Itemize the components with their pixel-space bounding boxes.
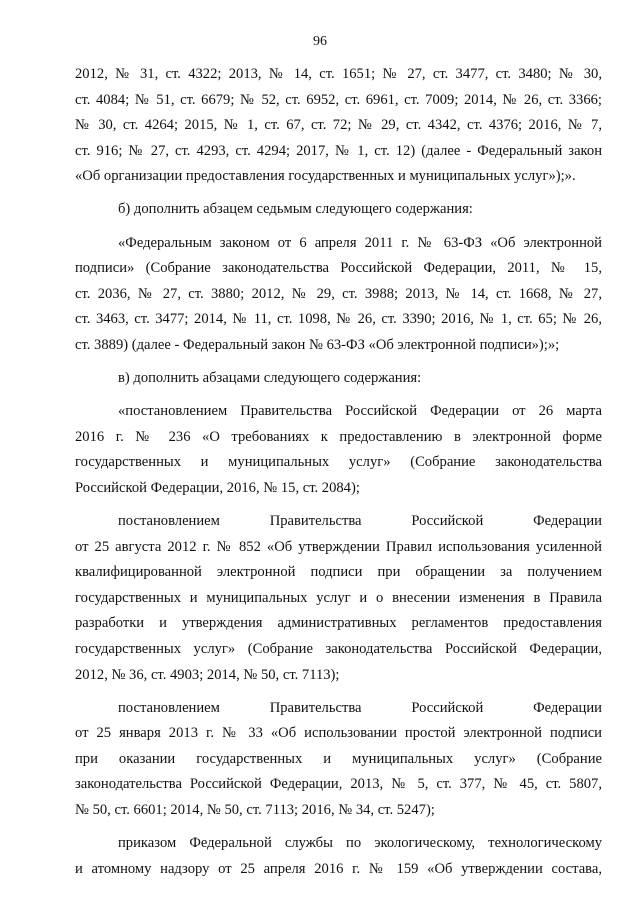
text-line: 2012, № 31, ст. 4322; 2013, № 14, ст. 1651; № 27, ст. 3477, ст. 3480; № 30, xyxy=(75,66,602,82)
text-line: квалифицированной электронной подписи при обращении за получением xyxy=(75,564,602,581)
text-line: государственных услуг» (Собрание законодательства Российской Федерации, xyxy=(75,640,602,657)
text-line: приказом Федеральной службы по экологическому, технологическому xyxy=(118,835,602,852)
text-line: от 25 января 2013 г. № 33 «Об использовании простой электронной подписи xyxy=(75,725,602,742)
text-line: и атомному надзору от 25 апреля 2016 г. № 159 «Об утверждении состава, xyxy=(75,860,602,877)
paragraph-item-b xyxy=(75,197,602,223)
text-line: постановлением Правительства Российской Федерации xyxy=(118,699,602,716)
text-line: законодательства Российской Федерации, 2013, № 5, ст. 377, № 45, ст. 5807, xyxy=(75,776,602,793)
text-line: при оказании государственных и муниципальных услуг» (Собрание xyxy=(75,750,602,767)
document-body xyxy=(75,62,602,882)
text-line: «Федеральным законом от 6 апреля 2011 г. № 63-ФЗ «Об электронной xyxy=(118,234,602,251)
text-line: «постановлением Правительства Российской Федерации от 26 марта xyxy=(118,403,602,420)
paragraph-item-v xyxy=(75,366,602,392)
paragraph-order-159 xyxy=(75,831,602,882)
text-line: подписи» (Собрание законодательства Российской Федерации, 2011, № 15, xyxy=(75,260,602,277)
text-line: б) дополнить абзацем седьмым следующего содержания: xyxy=(118,201,473,218)
text-line: разработки и утверждения административных регламентов предоставления xyxy=(75,615,602,632)
text-line: № 30, ст. 4264; 2015, № 1, ст. 67, ст. 72; № 29, ст. 4342, ст. 4376; 2016, № 7, xyxy=(75,117,602,134)
text-line: № 50, ст. 6601; 2014, № 50, ст. 7113; 2016, № 34, ст. 5247); xyxy=(75,802,435,819)
text-line: 2012, № 36, ст. 4903; 2014, № 50, ст. 7113); xyxy=(75,666,340,683)
paragraph-decree-852 xyxy=(75,509,602,688)
text-line: государственных и муниципальных услуг и о внесении изменения в Правила xyxy=(75,589,602,606)
text-line: государственных и муниципальных услуг» (Собрание законодательства xyxy=(75,454,602,471)
text-line: ст. 3463, ст. 3477; 2014, № 11, ст. 1098, № 26, ст. 3390; 2016, № 1, ст. 65; № 26, xyxy=(75,311,602,328)
text-line: ст. 3889) (далее - Федеральный закон № 63-ФЗ «Об электронной подписи»);»; xyxy=(75,336,560,353)
text-line: в) дополнить абзацами следующего содержания: xyxy=(118,370,422,387)
paragraph-decree-236 xyxy=(75,399,602,501)
text-line: ст. 2036, № 27, ст. 3880; 2012, № 29, ст. 3988; 2013, № 14, ст. 1668, № 27, xyxy=(75,285,602,302)
text-line: Российской Федерации, 2016, № 15, ст. 2084); xyxy=(75,479,360,496)
text-line: ст. 4084; № 51, ст. 6679; № 52, ст. 6952, ст. 6961, ст. 7009; 2014, № 26, ст. 3366; xyxy=(75,91,602,108)
text-line: 2016 г. № 236 «О требованиях к предоставлению в электронной форме xyxy=(75,428,602,445)
paragraph-decree-33 xyxy=(75,696,602,824)
text-line: от 25 августа 2012 г. № 852 «Об утверждении Правил использования усиленной xyxy=(75,538,602,555)
text-line: ст. 916; № 27, ст. 4293, ст. 4294; 2017, № 1, ст. 12) (далее - Федеральный закон xyxy=(75,142,602,159)
paragraph-continuation xyxy=(75,62,602,190)
text-line: постановлением Правительства Российской Федерации xyxy=(118,513,602,529)
text-line: «Об организации предоставления государственных и муниципальных услуг»);». xyxy=(75,168,576,185)
paragraph-fz-63 xyxy=(75,231,602,359)
page-number: 96 xyxy=(313,34,327,49)
